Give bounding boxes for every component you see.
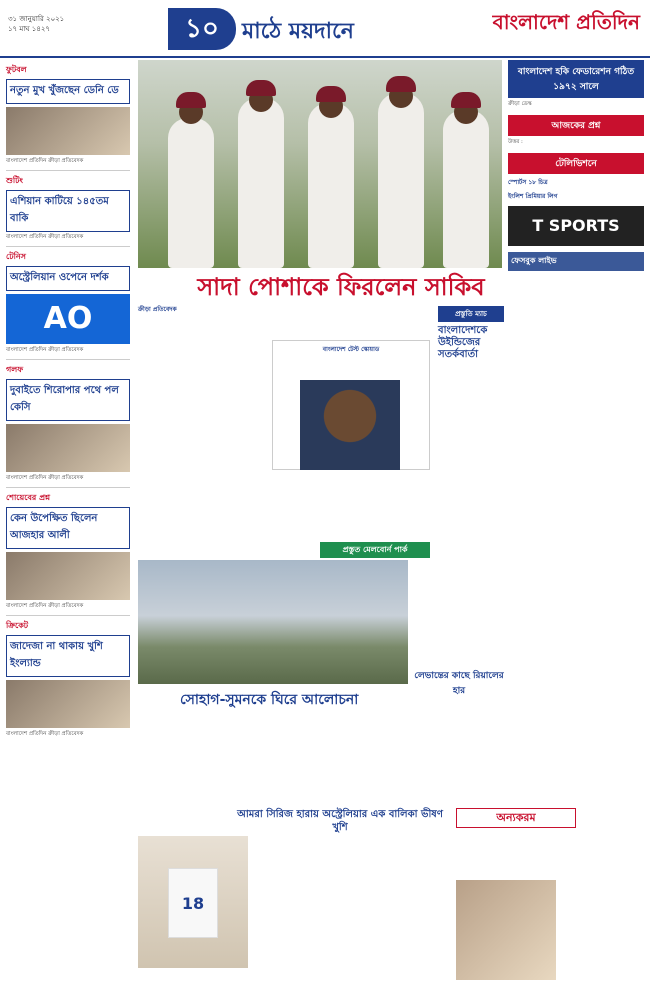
- main-story-col-1: [138, 306, 202, 540]
- page-header: [0, 0, 650, 58]
- schedule-head-2: ইংলিশ প্রিমিয়ার লিগ: [508, 193, 558, 200]
- shoaib-tag: শোয়েবের প্রশ্ন: [6, 493, 51, 502]
- aus-girl-headline: আমরা সিরিজ হারায় অস্ট্রেলিয়ার এক বালিকা ভীষণ খুশি: [237, 809, 443, 833]
- golf-title: দুবাইতে শিরোপার পথে পল কেসি: [6, 379, 130, 421]
- newspaper-logo: বাংলাদেশ প্রতিদিন: [492, 10, 640, 34]
- melbourne-park-body: [414, 560, 504, 664]
- main-headline: সাদা পোশাকে ফিরলেন সাকিব: [197, 273, 485, 301]
- left-column: [6, 60, 130, 980]
- cricket-body: বাংলাদেশ প্রতিদিন ক্রীড়া প্রতিবেদক: [6, 731, 84, 737]
- right-column: [508, 60, 644, 980]
- facebook-live-title: ফেসবুক লাইভ: [508, 252, 644, 271]
- hockey-federation-body: ক্রীড়া ডেস্ক: [508, 101, 532, 107]
- levante-real-headline: লেভান্তের কাছে রিয়ালের হার: [414, 671, 504, 696]
- tennis-tag: টেনিস: [6, 252, 26, 261]
- cricket-photo: [6, 680, 130, 728]
- shoaib-title: কেন উপেক্ষিত ছিলেন আজহার আলী: [6, 507, 130, 549]
- date-line-1: ৩১ জানুয়ারি ২০২১: [8, 15, 65, 23]
- quiz-title: আজকের প্রশ্ন: [508, 115, 644, 136]
- quiz-answer-label: উত্তর :: [508, 139, 523, 145]
- shooting-body: বাংলাদেশ প্রতিদিন ক্রীড়া প্রতিবেদক: [6, 234, 84, 240]
- football-title: নতুন মুখ খুঁজছেন ডেনি ডে: [6, 79, 130, 104]
- main-story-col-2: [206, 306, 270, 540]
- football-tag: ফুটবল: [6, 65, 27, 74]
- football-photo: [6, 107, 130, 155]
- practice-match-tag: প্রস্তুতি ম্যাচ: [438, 306, 504, 322]
- shoaib-photo: [6, 552, 130, 600]
- sohag-sumon-headline: সোহাগ-সুমনকে ঘিরে আলোচনা: [180, 692, 359, 708]
- issue-date: [8, 14, 64, 34]
- date-line-2: ১৭ মাঘ ১৪২৭: [8, 25, 50, 33]
- melbourne-park-photo: [138, 560, 408, 684]
- test-squad-tag: বাংলাদেশ টেস্ট স্কোয়াড: [322, 346, 380, 353]
- practice-match-box: [438, 306, 504, 560]
- shooting-tag: শুটিং: [6, 176, 23, 185]
- shakib-photo: [300, 380, 400, 470]
- schedule-head-1: স্পোর্টস ১৮ চিত্র: [508, 179, 548, 186]
- hockey-federation-title: বাংলাদেশ হকি ফেডারেশন গঠিত ১৯৭২ সালে: [508, 60, 644, 98]
- tv-schedule-title: টেলিভিশনে: [508, 153, 644, 174]
- tennis-title: অস্ট্রেলিয়ান ওপেনে দর্শক: [6, 266, 130, 291]
- section-title: মাঠে ময়দানে: [242, 19, 354, 44]
- jersey-number: 18: [168, 868, 218, 938]
- melbourne-park-tag: প্রস্তুত মেলবোর্ন পার্ক: [320, 542, 430, 558]
- windies-celebration-photo: [138, 60, 502, 268]
- football-body: বাংলাদেশ প্রতিদিন ক্রীড়া প্রতিবেদক: [6, 158, 84, 164]
- cricket-tag: ক্রিকেট: [6, 621, 29, 630]
- shoaib-body: বাংলাদেশ প্রতিদিন ক্রীড়া প্রতিবেদক: [6, 603, 84, 609]
- australian-open-logo: AO: [6, 294, 130, 344]
- golf-photo: [6, 424, 130, 472]
- onnokorom-tag: অন্যকরম: [456, 808, 576, 828]
- main-byline: ক্রীড়া প্রতিবেদক: [138, 306, 177, 313]
- practice-match-headline: বাংলাদেশকে উইন্ডিজের সতর্কবার্তা: [438, 325, 488, 360]
- tennis-body: বাংলাদেশ প্রতিদিন ক্রীড়া প্রতিবেদক: [6, 347, 84, 353]
- golf-body: বাংলাদেশ প্রতিদিন ক্রীড়া প্রতিবেদক: [6, 475, 84, 481]
- golf-tag: গলফ: [6, 365, 24, 374]
- tsports-logo: T SPORTS: [508, 206, 644, 246]
- shooting-title: এশিয়ান কাটিয়ে ১৪৫তম বাকি: [6, 190, 130, 232]
- cricket-title: জাদেজা না থাকায় খুশি ইংল্যান্ড: [6, 635, 130, 677]
- page-number: ১০: [168, 8, 236, 50]
